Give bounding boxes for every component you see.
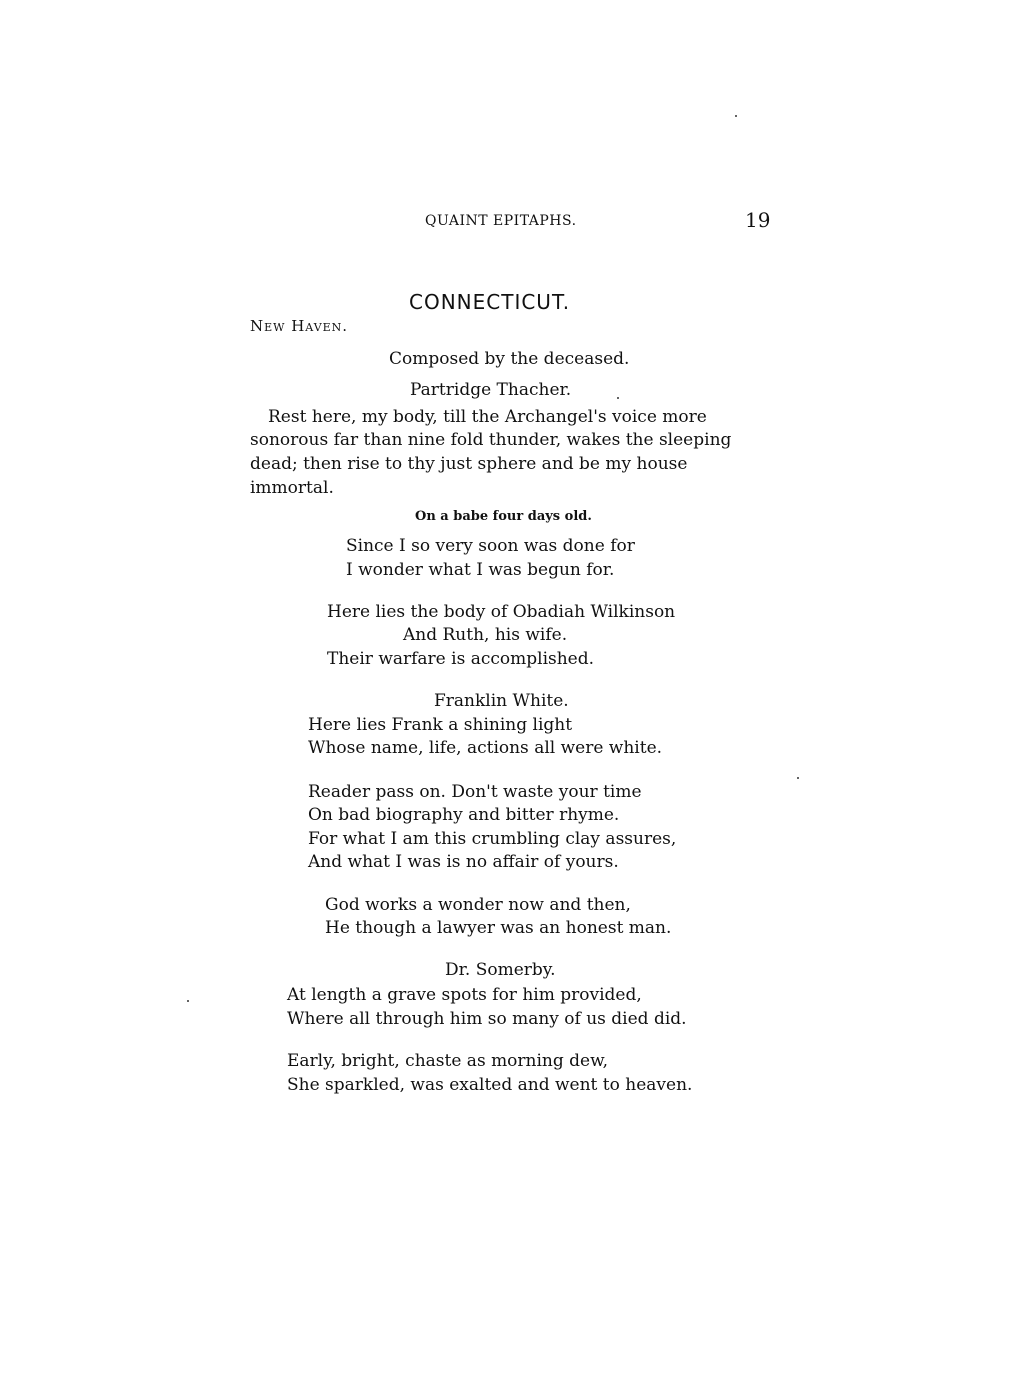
verse-line: At length a grave spots for him provided,: [287, 985, 642, 1005]
page-number: 19: [745, 208, 771, 232]
epitaph-note: Composed by the deceased.: [389, 349, 630, 369]
epitaph-caption: On a babe four days old.: [415, 509, 592, 524]
section-title: CONNECTICUT.: [409, 290, 571, 314]
scan-speck: [735, 115, 737, 117]
epitaph-name: Franklin White.: [434, 691, 569, 711]
scan-speck: [187, 1000, 189, 1002]
verse-line: Since I so very soon was done for: [346, 536, 635, 556]
verse-line: Whose name, life, actions all were white.: [308, 738, 663, 758]
verse-line: And Ruth, his wife.: [403, 625, 568, 645]
verse-line: I wonder what I was begun for.: [346, 560, 615, 580]
verse-line: Here lies the body of Obadiah Wilkinson: [327, 602, 676, 622]
verse-line: Their warfare is accomplished.: [327, 649, 595, 669]
prose-line: immortal.: [250, 478, 334, 498]
prose-line: sonorous far than nine fold thunder, wakes the sleeping: [250, 430, 732, 450]
verse-line: On bad biography and bitter rhyme.: [308, 805, 620, 825]
place-heading: New Haven.: [250, 317, 349, 335]
verse-line: Early, bright, chaste as morning dew,: [287, 1051, 609, 1071]
verse-line: And what I was is no affair of yours.: [308, 852, 619, 872]
verse-line: Reader pass on. Don't waste your time: [308, 782, 642, 802]
verse-line: Here lies Frank a shining light: [308, 715, 573, 735]
prose-line: Rest here, my body, till the Archangel's voice more: [268, 407, 707, 427]
verse-line: Where all through him so many of us died did.: [287, 1009, 687, 1029]
verse-line: He though a lawyer was an honest man.: [325, 918, 672, 938]
running-head: QUAINT EPITAPHS.: [425, 213, 577, 229]
verse-line: For what I am this crumbling clay assures,: [308, 829, 677, 849]
verse-line: She sparkled, was exalted and went to heaven.: [287, 1075, 693, 1095]
prose-line: dead; then rise to thy just sphere and be my house: [250, 454, 688, 474]
scan-speck: [617, 397, 619, 399]
epitaph-name: Partridge Thacher.: [410, 380, 572, 400]
scan-speck: [797, 777, 799, 779]
verse-line: God works a wonder now and then,: [325, 895, 631, 915]
epitaph-name: Dr. Somerby.: [445, 960, 556, 980]
